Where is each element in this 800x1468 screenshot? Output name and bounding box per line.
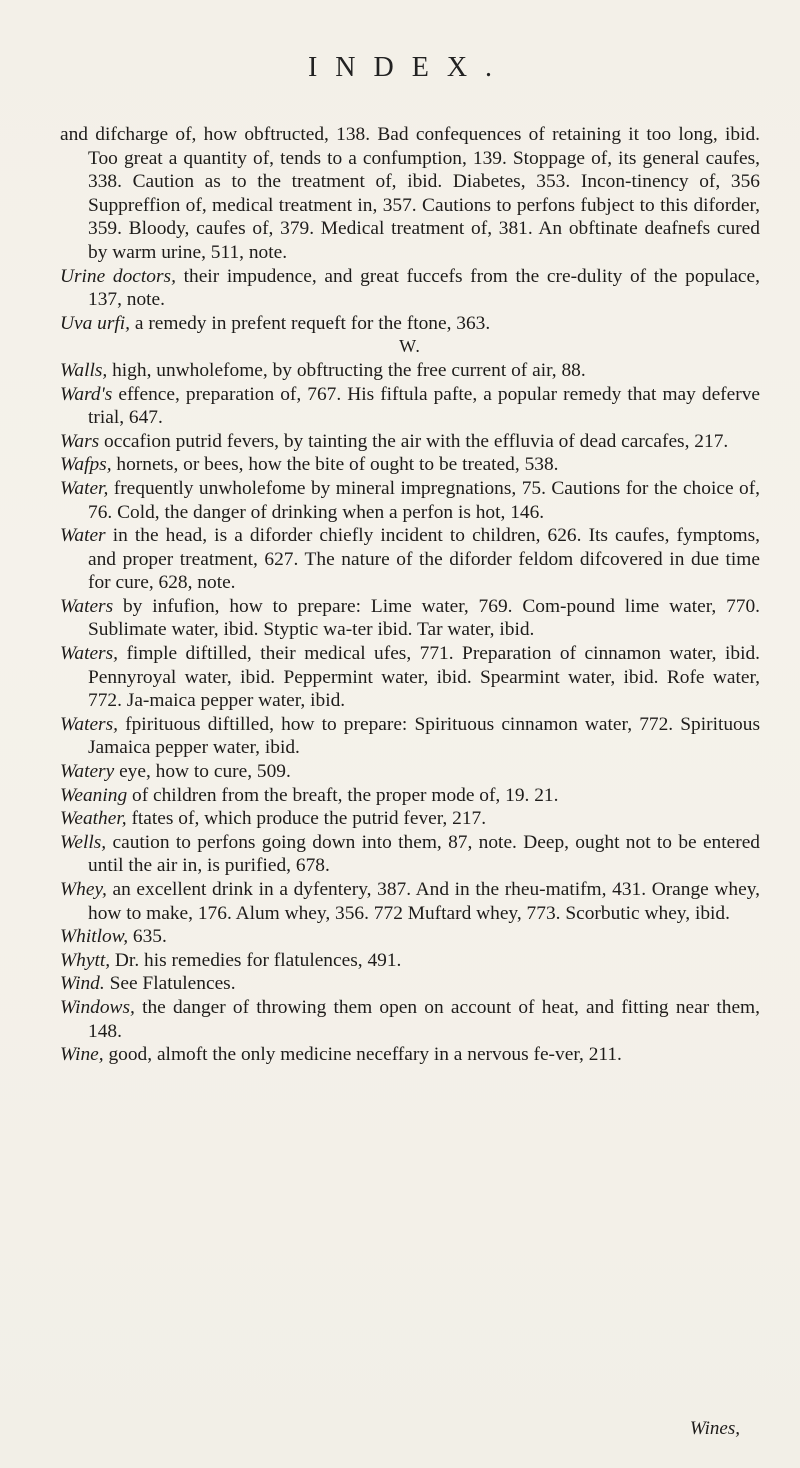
entry-text: Dr. his remedies for flatulences, 491. bbox=[110, 949, 402, 971]
entry-headword: Weather, bbox=[60, 808, 127, 830]
entry-text: See Flatulences. bbox=[104, 973, 236, 995]
index-entry bbox=[60, 760, 760, 784]
index-entry bbox=[60, 878, 760, 925]
entry-text: in the head, is a diforder chiefly incident to children, 626. Its caufes, fymptoms, and proper treatment, 627. The nature of the diforder feldom difcovered in due time for cure, 628, note. bbox=[88, 525, 760, 594]
entry-headword: Ward's bbox=[60, 383, 113, 405]
index-entry bbox=[60, 831, 760, 878]
index-entries bbox=[60, 123, 760, 1067]
catchword: Wines, bbox=[689, 1418, 740, 1439]
entry-text: an excellent drink in a dyfentery, 387. And in the rheu-matifm, 431. Orange whey, how to make, 176. Alum whey, 356. 772 Muftard whey, 773. Scorbutic whey, ibid. bbox=[88, 879, 760, 924]
entry-text: eye, how to cure, 509. bbox=[114, 761, 291, 783]
entry-headword: Water, bbox=[60, 477, 109, 499]
entry-text: good, almoft the only medicine neceffary in a nervous fe-ver, 211. bbox=[103, 1044, 622, 1066]
entry-headword: Uva urfi, bbox=[60, 312, 131, 334]
entry-headword: Waters, bbox=[60, 643, 119, 665]
index-entry bbox=[60, 713, 760, 760]
entry-text: caution to perfons going down into them, 87, note. Deep, ought not to be entered until the air in, is purified, 678. bbox=[88, 831, 760, 877]
entry-headword: Water bbox=[60, 525, 106, 547]
entry-text: the danger of throwing them open on account of heat, and fitting near them, 148. bbox=[88, 996, 760, 1042]
entry-text: 635. bbox=[128, 926, 167, 948]
index-entry bbox=[60, 784, 760, 808]
index-entry bbox=[60, 1043, 760, 1067]
entry-text: frequently unwholefome by mineral impregnations, 75. Cautions for the choice of, 76. Cold, the danger of drinking when a perfon is hot, 146. bbox=[88, 477, 760, 523]
entry-headword: Wells, bbox=[60, 831, 107, 853]
entry-headword: Waters bbox=[60, 595, 114, 617]
index-entry bbox=[60, 265, 760, 312]
entry-text: their impudence, and great fuccefs from the cre-dulity of the populace, 137, note. bbox=[88, 265, 760, 311]
index-entry bbox=[60, 949, 760, 973]
index-entry bbox=[60, 925, 760, 949]
entry-text: of children from the breaft, the proper mode of, 19. 21. bbox=[127, 784, 559, 806]
entry-text: ftates of, which produce the putrid fever, 217. bbox=[126, 808, 487, 830]
entry-headword: Watery bbox=[60, 761, 115, 783]
entry-headword: Wars bbox=[60, 430, 100, 452]
entry-text: effence, preparation of, 767. His fiftula pafte, a popular remedy that may deferve trial, 647. bbox=[88, 383, 760, 429]
index-entry bbox=[60, 123, 760, 265]
entry-text: a remedy in prefent requeft for the ftone, 363. bbox=[130, 312, 491, 334]
index-entry bbox=[60, 359, 760, 383]
index-entry bbox=[60, 524, 760, 595]
index-entry bbox=[60, 312, 760, 336]
entry-headword: Urine doctors, bbox=[60, 265, 176, 287]
index-entry bbox=[60, 972, 760, 996]
index-entry bbox=[60, 595, 760, 642]
entry-text: and difcharge of, how obftructed, 138. Bad confequences of retaining it too long, ibid. Too great a quantity of, tends to a confumption, 139. Stoppage of, its general caufes, 338. Caution as to the treatment of, ibid. Diabetes, 353. Incon-tinency of, 356 Suppreffion of, medical treatment in, 357. Cautions to perfons fubject to this diforder, 359. Bloody, caufes of, 379. Medical treatment of, 381. An obftinate deafnefs cured by warm urine, 511, note. bbox=[60, 124, 760, 263]
index-entry bbox=[60, 996, 760, 1043]
index-entry bbox=[60, 477, 760, 524]
entry-headword: Whytt, bbox=[60, 949, 111, 971]
page-header: INDEX. bbox=[307, 52, 511, 83]
index-entry bbox=[60, 807, 760, 831]
entry-text: fpirituous diftilled, how to prepare: Spirituous cinnamon water, 772. Spirituous Jamaica pepper water, ibid. bbox=[88, 713, 760, 759]
index-entry bbox=[60, 642, 760, 713]
entry-text: by infufion, how to prepare: Lime water, 769. Com-pound lime water, 770. Sublimate water, ibid. Styptic wa-ter ibid. Tar water, ibid. bbox=[88, 595, 760, 641]
entry-text: occafion putrid fevers, by tainting the air with the effluvia of dead carcafes, 217. bbox=[99, 430, 729, 452]
entry-text: high, unwholefome, by obftructing the free current of air, 88. bbox=[107, 359, 586, 381]
entry-headword: Weaning bbox=[60, 784, 128, 806]
entry-text: fimple diftilled, their medical ufes, 771. Preparation of cinnamon water, ibid. Pennyroyal water, ibid. Peppermint water, ibid. Spearmint water, ibid. Rofe water, 772. Ja-maica pepper water, ibid. bbox=[88, 643, 760, 712]
index-entry bbox=[60, 453, 760, 477]
entry-headword: Wind. bbox=[60, 973, 105, 995]
entry-headword: Walls, bbox=[60, 359, 108, 381]
entry-headword: Wafps, bbox=[60, 454, 112, 476]
entry-headword: Whey, bbox=[60, 879, 107, 900]
entry-headword: Waters, bbox=[60, 713, 119, 735]
entry-text: hornets, or bees, how the bite of ought to be treated, 538. bbox=[111, 454, 559, 476]
index-entry bbox=[60, 383, 760, 430]
index-entry bbox=[60, 430, 760, 454]
entry-headword: Windows, bbox=[60, 996, 135, 1018]
entry-headword: Wine, bbox=[60, 1044, 104, 1066]
section-letter: W. bbox=[399, 336, 421, 357]
entry-headword: Whitlow, bbox=[60, 926, 129, 948]
